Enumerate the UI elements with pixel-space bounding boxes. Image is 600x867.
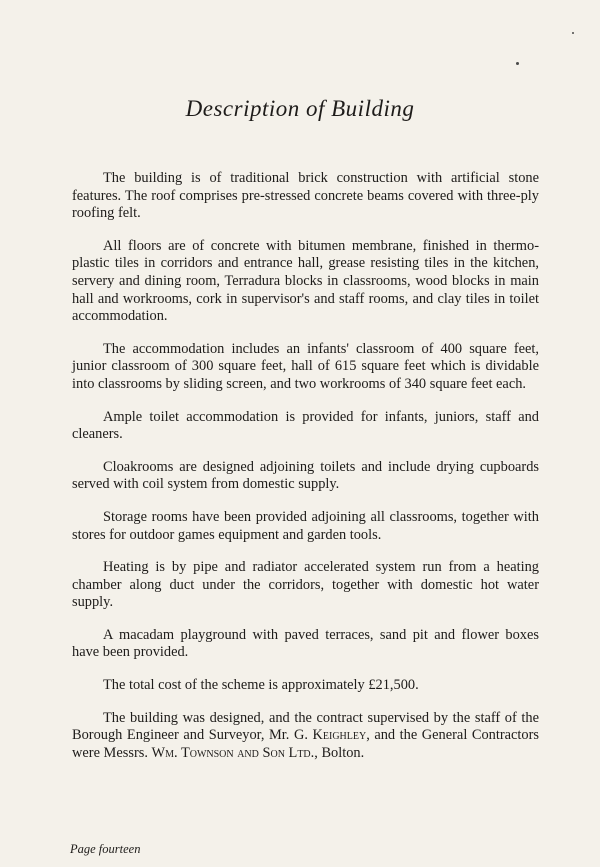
credits-text-3: , Bolton. xyxy=(314,744,365,761)
paragraph-storage: Storage rooms have been provided adjoining all classrooms, together with stores for outdoor games equipment and garden tools. xyxy=(72,508,539,543)
ink-speck xyxy=(516,62,519,65)
paragraph-credits xyxy=(72,710,539,763)
engineer-name: Keighley xyxy=(312,727,367,744)
ink-speck xyxy=(572,32,574,34)
credits-text-2: , and the General Contractors were Messrs. xyxy=(72,727,539,761)
paragraph-construction: The building is of traditional brick construction with artificial stone features. The roof comprises pre-stressed concrete beams covered with three-ply roofing felt. xyxy=(72,170,539,222)
body-text xyxy=(72,170,539,777)
credits-text-1: The building was designed, and the contract supervised by the staff of the Borough Engineer and Surveyor, Mr. G. xyxy=(72,709,539,744)
paragraph-accommodation: The accommodation includes an infants' classroom of 400 square feet, junior classroom of 300 square feet, hall of 615 square feet which is dividable into classrooms by sliding screen, and two workrooms of 340 square feet each. xyxy=(72,340,539,392)
paragraph-floors: All floors are of concrete with bitumen membrane, finished in thermo-plastic tiles in corridors and entrance hall, grease resisting tiles in the kitchen, servery and dining room, Terradura blocks in classrooms, wood blocks in main hall and workrooms, cork in supervisor's and staff rooms, and clay tiles in toilet accommodation. xyxy=(72,237,539,325)
paragraph-cloakrooms: Cloakrooms are designed adjoining toilets and include drying cupboards served with coil system from domestic supply. xyxy=(72,458,539,493)
paragraph-cost: The total cost of the scheme is approximately £21,500. xyxy=(103,677,419,694)
paragraph-heating: Heating is by pipe and radiator accelerated system run from a heating chamber along duct under the corridors, together with domestic hot water supply. xyxy=(72,559,539,611)
page-title: Description of Building xyxy=(185,96,415,121)
page-number: Page fourteen xyxy=(70,842,141,856)
paragraph-playground: A macadam playground with paved terraces, sand pit and flower boxes have been provided. xyxy=(72,626,539,661)
paragraph-toilets: Ample toilet accommodation is provided for infants, juniors, staff and cleaners. xyxy=(72,408,539,443)
contractor-name: Wm. Townson and Son Ltd. xyxy=(151,744,315,761)
